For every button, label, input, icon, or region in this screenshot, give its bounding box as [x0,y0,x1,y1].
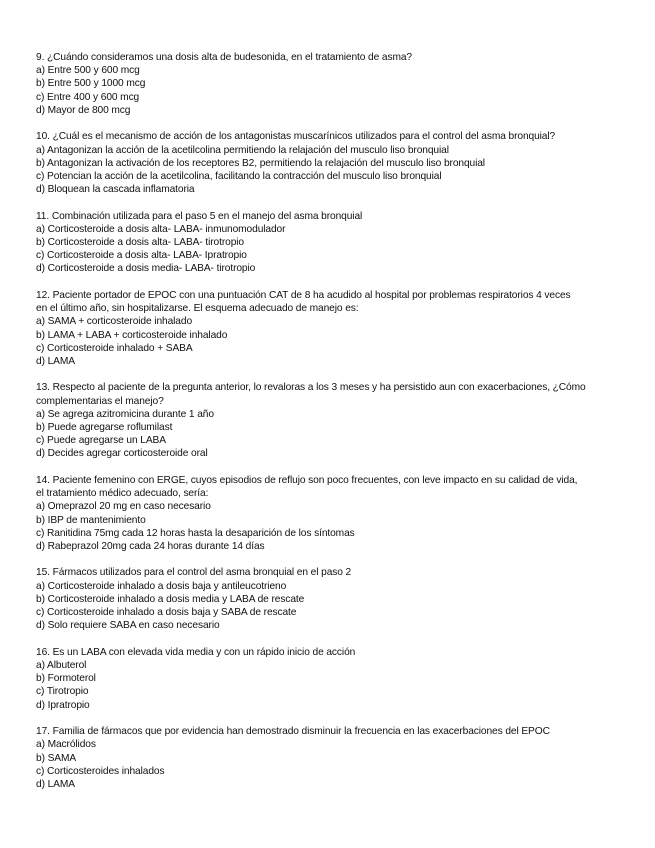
answer-option: b) SAMA [36,752,77,764]
question-17 [36,725,621,791]
answer-option: a) Entre 500 y 600 mcg [36,65,140,77]
answer-option: b) Entre 500 y 1000 mcg [36,78,146,90]
question-11 [36,210,621,276]
answer-option: b) Puede agregarse roflumilast [36,422,173,434]
answer-option: d) Decides agregar corticosteroide oral [36,448,208,460]
answer-option: c) Corticosteroide inhalado a dosis baja y SABA de rescate [36,607,297,619]
answer-option: a) Corticosteroide inhalado a dosis baja y antileucotrieno [36,580,287,592]
answer-option: d) Bloquean la cascada inflamatoria [36,184,195,196]
answer-option: a) SAMA + corticosteroide inhalado [36,316,193,328]
answer-option: b) Antagonizan la activación de los receptores B2, permitiendo la relajación del musculo liso bronquial [36,157,485,169]
answer-option: a) Macrólidos [36,739,96,751]
question-stem: 13. Respecto al paciente de la pregunta anterior, lo revaloras a los 3 meses y ha persistido aun con exacerbaciones, ¿Cómo [36,382,586,394]
answer-option: c) Entre 400 y 600 mcg [36,91,140,103]
question-13 [36,381,621,460]
answer-option: a) Se agrega azitromicina durante 1 año [36,408,214,420]
answer-option: a) Antagonizan la acción de la acetilcolina permitiendo la relajación del musculo liso bronquial [36,144,449,156]
answer-option: d) LAMA [36,778,75,790]
question-stem-continued: complementarias el manejo? [36,395,164,407]
question-14 [36,474,621,553]
answer-option: c) Puede agregarse un LABA [36,435,166,447]
answer-option: d) Solo requiere SABA en caso necesario [36,620,220,632]
question-9 [36,51,621,117]
answer-option: b) LAMA + LABA + corticosteroide inhalado [36,329,228,341]
answer-option: d) LAMA [36,355,75,367]
answer-option: b) Corticosteroide inhalado a dosis media y LABA de rescate [36,593,305,605]
question-stem-continued: en el último año, sin hospitalizarse. El esquema adecuado de manejo es: [36,303,359,315]
question-stem: 17. Familia de fármacos que por evidencia han demostrado disminuir la frecuencia en las exacerbaciones del EPOC [36,726,550,738]
question-stem: 11. Combinación utilizada para el paso 5 en el manejo del asma bronquial [36,210,363,222]
question-stem-continued: el tratamiento médico adecuado, sería: [36,488,209,500]
question-15 [36,566,621,632]
answer-option: c) Corticosteroide a dosis alta- LABA- Ipratropio [36,250,247,262]
answer-option: c) Corticosteroide inhalado + SABA [36,342,193,354]
question-10 [36,130,621,196]
answer-option: d) Rabeprazol 20mg cada 24 horas durante 14 días [36,540,265,552]
answer-option: c) Potencian la acción de la acetilcolina, facilitando la contracción del musculo liso bronquial [36,170,442,182]
answer-option: d) Corticosteroide a dosis media- LABA- tirotropio [36,263,256,275]
answer-option: b) Corticosteroide a dosis alta- LABA- tirotropio [36,237,244,249]
question-stem: 16. Es un LABA con elevada vida media y con un rápido inicio de acción [36,646,356,658]
answer-option: a) Albuterol [36,660,87,671]
answer-option: c) Corticosteroides inhalados [36,765,165,777]
question-stem: 14. Paciente femenino con ERGE, cuyos episodios de reflujo son poco frecuentes, con leve impacto en su calidad de vida, [36,474,578,486]
answer-option: a) Omeprazol 20 mg en caso necesario [36,501,211,513]
answer-option: d) Mayor de 800 mcg [36,104,131,116]
question-stem: 12. Paciente portador de EPOC con una puntuación CAT de 8 ha acudido al hospital por problemas respiratorios 4 veces [36,289,571,301]
document-page [36,51,621,804]
question-stem: 10. ¿Cuál es el mecanismo de acción de los antagonistas muscarínicos utilizados para el control del asma bronquial? [36,131,556,143]
answer-option: a) Corticosteroide a dosis alta- LABA- inmunomodulador [36,223,286,235]
answer-option: b) IBP de mantenimiento [36,514,146,526]
question-12 [36,289,621,368]
question-16 [36,646,621,712]
question-stem: 9. ¿Cuándo consideramos una dosis alta de budesonida, en el tratamiento de asma? [36,52,412,63]
answer-option: b) Formoterol [36,673,96,685]
answer-option: c) Tirotropio [36,686,89,698]
answer-option: d) Ipratropio [36,699,90,711]
question-stem: 15. Fármacos utilizados para el control del asma bronquial en el paso 2 [36,567,352,579]
answer-option: c) Ranitidina 75mg cada 12 horas hasta la desaparición de los síntomas [36,527,355,539]
